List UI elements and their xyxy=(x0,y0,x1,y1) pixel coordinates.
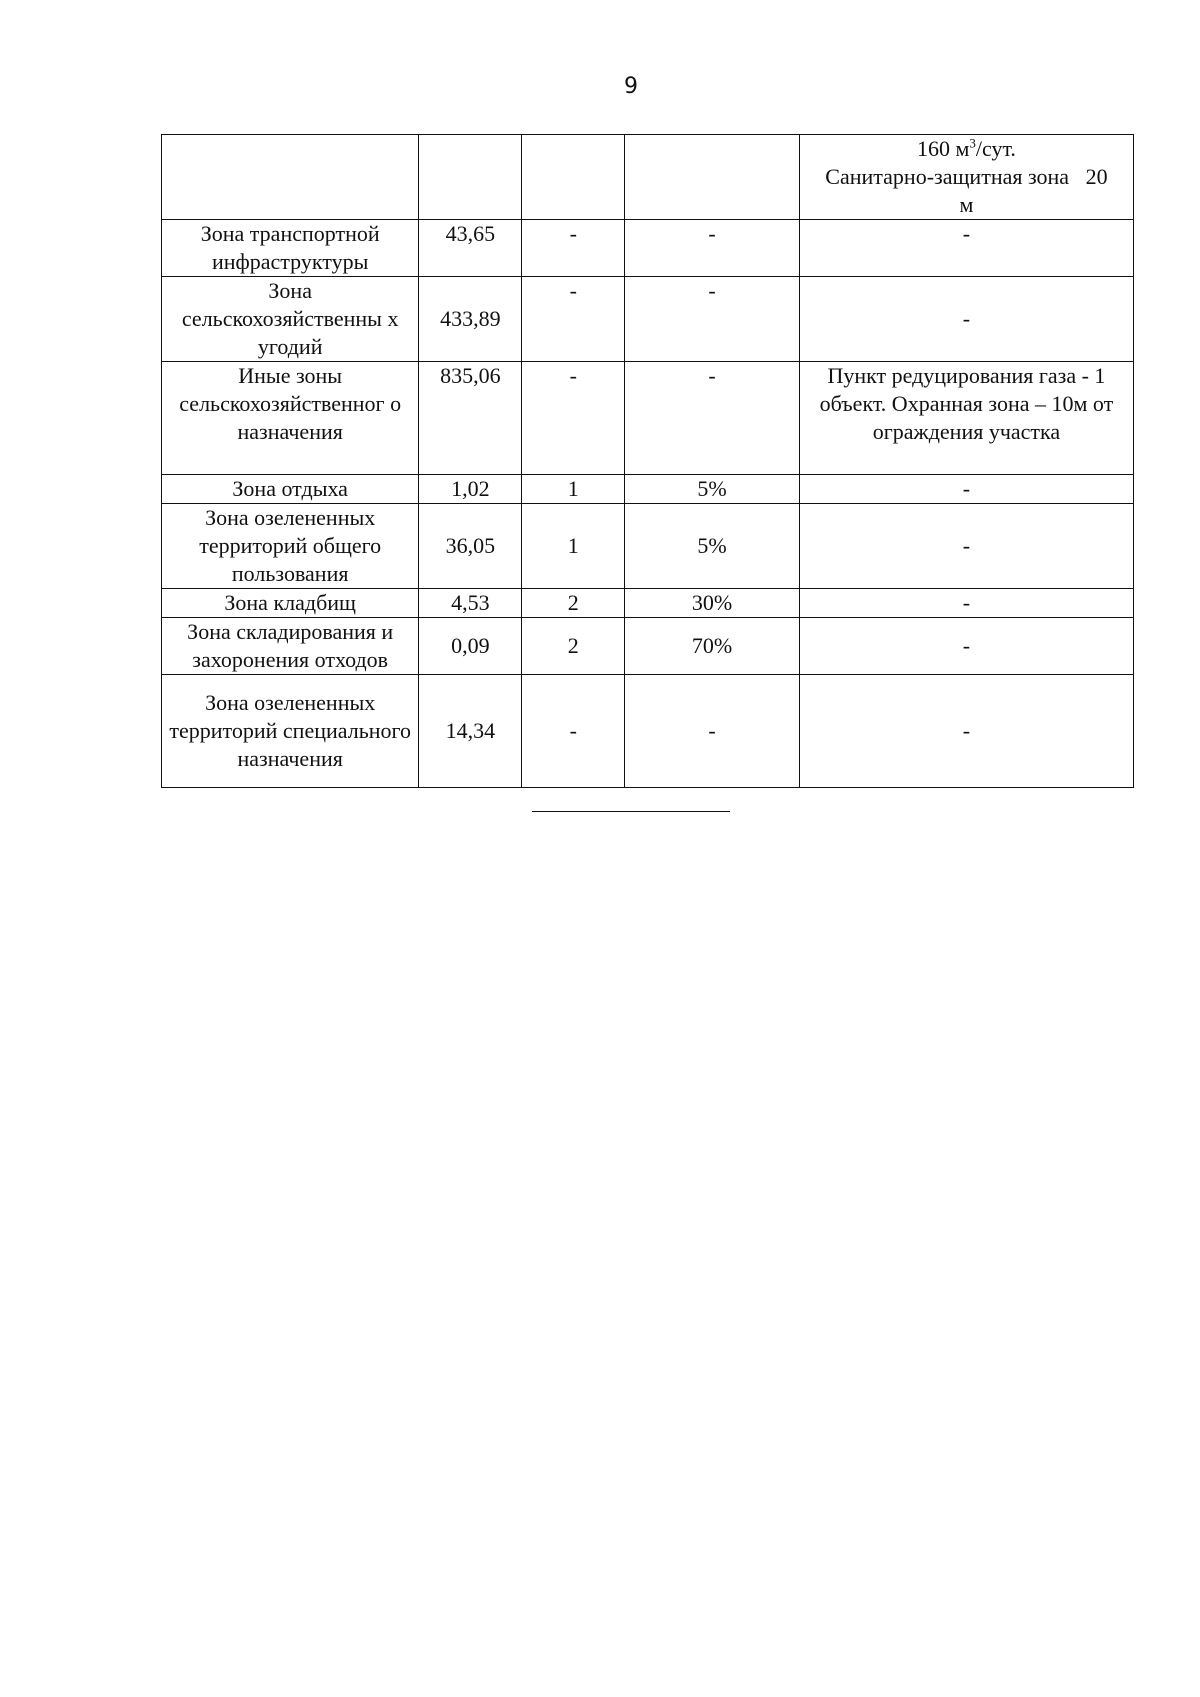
cell-zone-name: Зона озелененных территорий общего пользования xyxy=(162,504,419,589)
cell-area: 433,89 xyxy=(419,277,522,362)
cell-number: 2 xyxy=(522,618,625,675)
cell-note: - xyxy=(799,220,1133,277)
cell-empty xyxy=(625,135,800,220)
cell-percent: - xyxy=(625,220,800,277)
cell-number: 1 xyxy=(522,475,625,504)
cell-area: 835,06 xyxy=(419,362,522,475)
cell-percent: 5% xyxy=(625,475,800,504)
page-number: 9 xyxy=(624,74,638,99)
cell-area: 14,34 xyxy=(419,675,522,788)
table-row xyxy=(162,504,1134,589)
cell-area: 36,05 xyxy=(419,504,522,589)
cell-number: - xyxy=(522,277,625,362)
cell-zone-name: Зона транспортной инфраструктуры xyxy=(162,220,419,277)
cell-percent: 30% xyxy=(625,589,800,618)
cell-area: 43,65 xyxy=(419,220,522,277)
note-unit: м xyxy=(959,192,974,217)
table-row xyxy=(162,220,1134,277)
cell-number: 2 xyxy=(522,589,625,618)
cell-note: - xyxy=(799,504,1133,589)
table-row xyxy=(162,589,1134,618)
cell-percent: - xyxy=(625,277,800,362)
cell-area: 1,02 xyxy=(419,475,522,504)
cell-note: - xyxy=(799,277,1133,362)
cell-area: 4,53 xyxy=(419,589,522,618)
note-capacity: 160 $м^3$/сут. xyxy=(916,135,1016,161)
table-row xyxy=(162,618,1134,675)
cell-note: - xyxy=(799,475,1133,504)
cell-number: 1 xyxy=(522,504,625,589)
zones-table xyxy=(161,134,1134,788)
cell-empty xyxy=(522,135,625,220)
table-row xyxy=(162,362,1134,475)
cell-zone-name: Зона кладбищ xyxy=(162,589,419,618)
cell-note: - xyxy=(799,589,1133,618)
cell-zone-name: Зона сельскохозяйственны х угодий xyxy=(162,277,419,362)
cell-percent: 5% xyxy=(625,504,800,589)
cell-zone-name: Зона озелененных территорий специального назначения xyxy=(162,675,419,788)
end-of-document-rule xyxy=(532,811,730,812)
cell-zone-name: Зона складирования и захоронения отходов xyxy=(162,618,419,675)
cell-area: 0,09 xyxy=(419,618,522,675)
cell-zone-name: Зона отдыха xyxy=(162,475,419,504)
table-row xyxy=(162,475,1134,504)
table-row xyxy=(162,277,1134,362)
cell-note: Пункт редуцирования газа - 1 объект. Охранная зона – 10м от ограждения участка xyxy=(799,362,1133,475)
table-row-continued xyxy=(162,135,1134,220)
cell-number: - xyxy=(522,362,625,475)
cell-note: - xyxy=(799,618,1133,675)
cell-note: - xyxy=(799,675,1133,788)
cell-percent: 70% xyxy=(625,618,800,675)
note-sanitary-zone: Санитарно-защитная зона 20 xyxy=(825,164,1108,189)
table-row xyxy=(162,675,1134,788)
cell-zone-name: Иные зоны сельскохозяйственног о назначения xyxy=(162,362,419,475)
cell-number: - xyxy=(522,220,625,277)
cell-note xyxy=(799,135,1133,220)
cell-empty xyxy=(419,135,522,220)
cell-percent: - xyxy=(625,362,800,475)
cell-empty xyxy=(162,135,419,220)
cell-number: - xyxy=(522,675,625,788)
cell-percent: - xyxy=(625,675,800,788)
